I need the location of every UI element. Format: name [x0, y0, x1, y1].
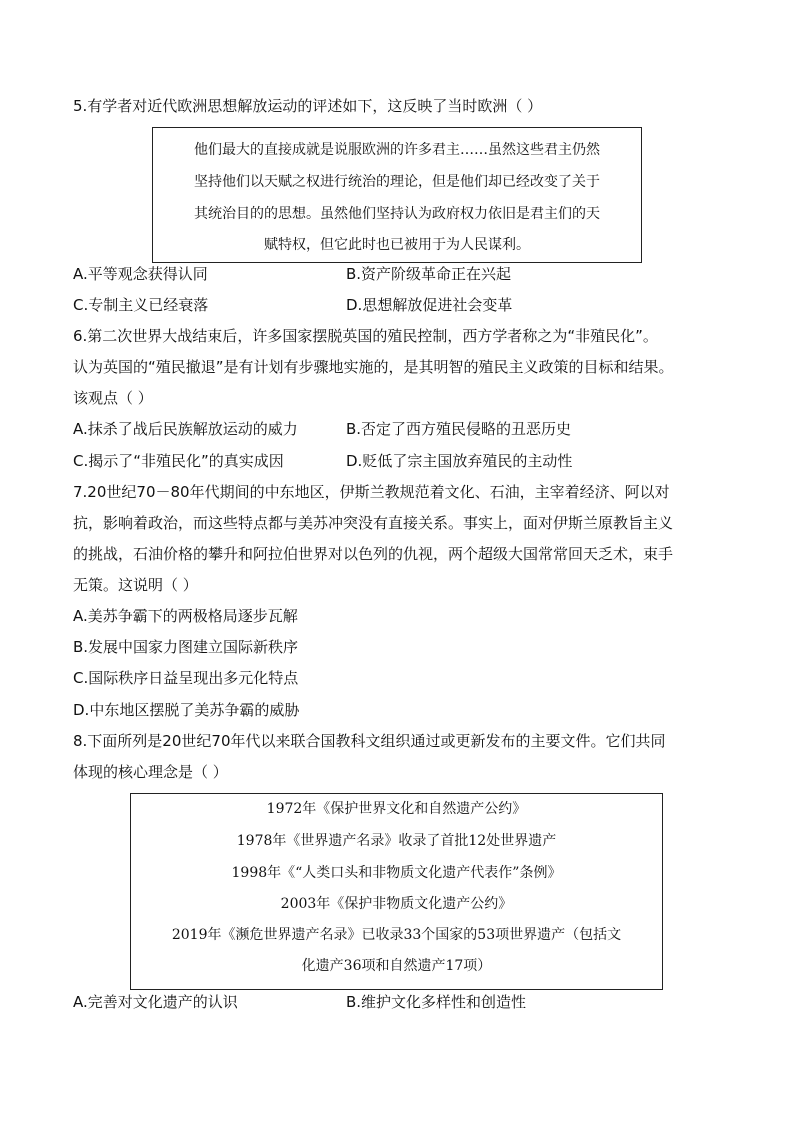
- question-6-option-c[interactable]: C.揭示了“非殖民化”的真实成因: [73, 452, 284, 470]
- question-7-option-d[interactable]: D.中东地区摆脱了美苏争霸的威胁: [73, 701, 300, 719]
- question-5-quote-box: [152, 127, 642, 263]
- question-7-stem-line: 的挑战，石油价格的攀升和阿拉伯世界对以色列的仇视，两个超级大国常常回天乏术，束手: [73, 545, 674, 563]
- question-5-option-c[interactable]: C.专制主义已经衰落: [73, 296, 209, 314]
- question-7-option-a[interactable]: A.美苏争霸下的两极格局逐步瓦解: [73, 607, 298, 625]
- document-line: 2019年《濒危世界遗产名录》已收录33个国家的53项世界遗产（包括文: [171, 927, 622, 943]
- question-7-stem-line: 抗，影响着政治，而这些特点都与美苏冲突没有直接关系。事实上，面对伊斯兰原教旨主义: [73, 514, 674, 532]
- question-6-stem-line: 6.第二次世界大战结束后，许多国家摆脱英国的殖民控制，西方学者称之为“非殖民化”。: [73, 327, 658, 345]
- question-5-stem: 5.有学者对近代欧洲思想解放运动的评述如下，这反映了当时欧洲（ ）: [73, 97, 543, 115]
- question-6-stem-line: 认为英国的“殖民撤退”是有计划有步骤地实施的，是其明智的殖民主义政策的目标和结果。: [73, 358, 674, 376]
- question-5-option-b[interactable]: B.资产阶级革命正在兴起: [346, 265, 512, 283]
- question-6-option-b[interactable]: B.否定了西方殖民侵略的丑恶历史: [346, 420, 572, 438]
- document-line: 2003年《保护非物质文化遗产公约》: [280, 896, 513, 912]
- question-7-option-c[interactable]: C.国际秩序日益呈现出多元化特点: [73, 669, 299, 687]
- question-7-stem-line: 无策。这说明（ ）: [73, 576, 198, 594]
- quote-line: 其统治目的的思想。虽然他们坚持认为政府权力依旧是君主们的天: [194, 206, 600, 222]
- quote-line: 赋特权，但它此时也已被用于为人民谋利。: [264, 237, 530, 253]
- question-6-option-a[interactable]: A.抹杀了战后民族解放运动的威力: [73, 420, 298, 438]
- quote-line: 他们最大的直接成就是说服欧洲的许多君主……虽然这些君主仍然: [194, 142, 600, 158]
- question-6-option-d[interactable]: D.贬低了宗主国放弃殖民的主动性: [346, 452, 573, 470]
- document-line: 1978年《世界遗产名录》收录了首批12处世界遗产: [236, 833, 557, 849]
- document-line: 化遗产36项和自然遗产17项）: [301, 958, 492, 974]
- question-8-option-a[interactable]: A.完善对文化遗产的认识: [73, 993, 238, 1011]
- quote-line: 坚持他们以天赋之权进行统治的理论，但是他们却已经改变了关于: [194, 174, 600, 190]
- question-5-option-a[interactable]: A.平等观念获得认同: [73, 265, 208, 283]
- question-8-option-b[interactable]: B.维护文化多样性和创造性: [346, 993, 527, 1011]
- question-6-stem-line: 该观点（ ）: [73, 389, 153, 407]
- question-5-option-d[interactable]: D.思想解放促进社会变革: [346, 296, 513, 314]
- question-8-document-box: [130, 793, 663, 990]
- question-8-stem-line: 体现的核心理念是（ ）: [73, 763, 228, 781]
- question-7-stem-line: 7.20世纪70－80年代期间的中东地区，伊斯兰教规范着文化、石油，主宰着经济、阿以对: [73, 483, 670, 501]
- question-7-option-b[interactable]: B.发展中国家力图建立国际新秩序: [73, 638, 299, 656]
- document-line: 1972年《保护世界文化和自然遗产公约》: [266, 801, 527, 817]
- question-8-stem-line: 8.下面所列是20世纪70年代以来联合国教科文组织通过或更新发布的主要文件。它们共同: [73, 732, 666, 750]
- document-line: 1998年《“人类口头和非物质文化遗产代表作”条例》: [231, 865, 562, 881]
